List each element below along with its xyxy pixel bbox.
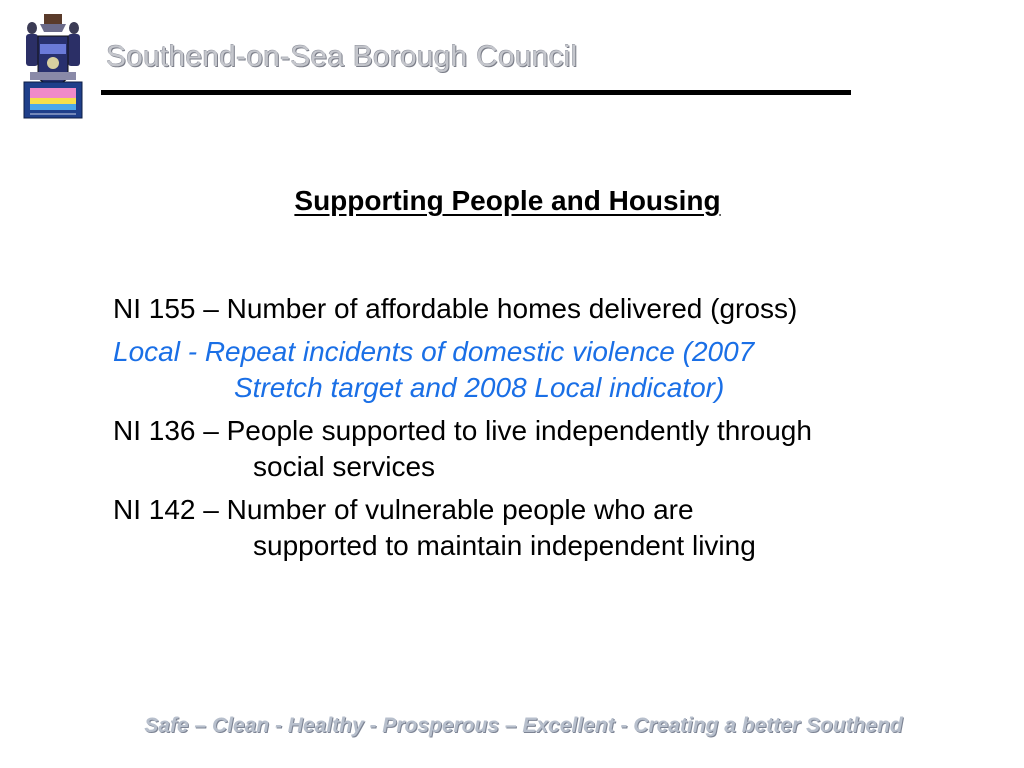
slide-title: Supporting People and Housing	[294, 185, 721, 216]
item-text-continued: Stretch target and 2008 Local indicator)	[234, 372, 725, 403]
item-text-continued: social services	[253, 451, 436, 482]
list-item	[113, 291, 993, 327]
list-item-local	[113, 334, 993, 406]
indicator-list	[113, 291, 993, 571]
item-text: NI 155 – Number of affordable homes delivered (gross)	[113, 293, 798, 324]
item-text: Local - Repeat incidents of domestic violence (2007	[113, 336, 755, 367]
item-text: NI 142 – Number of vulnerable people who are	[113, 494, 694, 525]
item-text-continued: supported to maintain independent living	[253, 530, 756, 561]
coat-of-arms-icon	[18, 8, 88, 120]
item-text: NI 136 – People supported to live independently through	[113, 415, 812, 446]
footer-tagline: Safe – Clean - Healthy - Prosperous – Excellent - Creating a better Southend	[144, 714, 903, 737]
list-item	[113, 413, 993, 485]
list-item	[113, 492, 993, 564]
header-divider	[101, 90, 851, 95]
organisation-name: Southend-on-Sea Borough Council	[106, 40, 578, 73]
